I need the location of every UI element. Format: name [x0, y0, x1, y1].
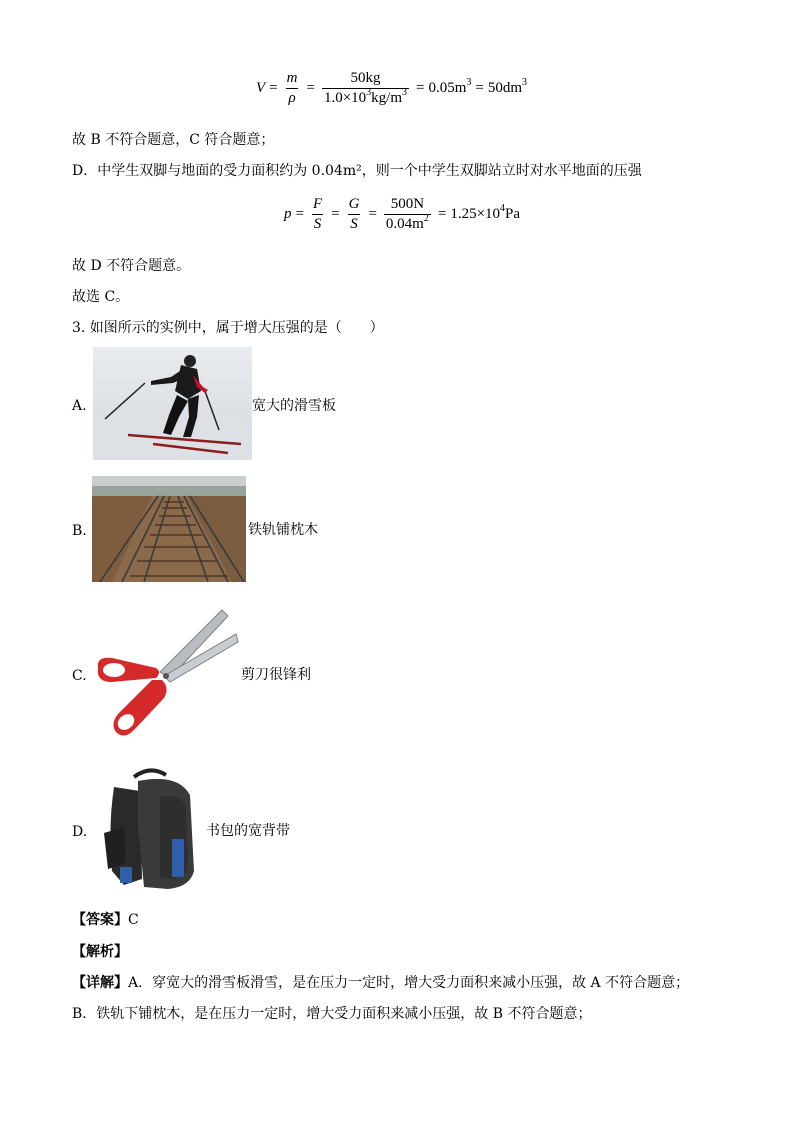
option-b-text-visible: 铁轨铺枕木 — [248, 522, 318, 538]
railway-image — [92, 476, 246, 582]
detail-a-line — [72, 973, 689, 993]
result-pa: $1.25\times 10^4Pa$ — [450, 203, 521, 222]
text-choose-c: 故选 C。 — [72, 289, 130, 305]
scissors-image — [90, 606, 240, 746]
option-a-label: A. — [72, 398, 87, 414]
option-a-text: 宽大的滑雪板 — [252, 398, 336, 414]
analysis-tag: 【解析】 — [72, 944, 128, 960]
answer-line — [72, 910, 139, 930]
result-m3: $0.05m^3$ — [428, 77, 472, 96]
option-d-text: 书包的宽背带 — [206, 823, 290, 839]
detail-a-text: A．穿宽大的滑雪板滑雪，是在压力一定时，增大受力面积来减小压强，故 A 不符合题意； — [128, 975, 690, 991]
skier-image — [93, 347, 252, 460]
answer-tag: 【答案】 — [72, 912, 128, 928]
option-c-label: C. — [72, 668, 87, 684]
detail-tag: 【详解】 — [72, 975, 128, 991]
question-3: 3. 如图所示的实例中，属于增大压强的是（ ） — [72, 320, 384, 336]
text-d-statement: D．中学生双脚与地面的受力面积约为 0.04m²，则一个中学生双脚站立时对水平地面的压强 — [72, 163, 642, 179]
fraction-values: $\frac{50kg}{1.0\times 10^3kg/m^3}$ — [323, 70, 408, 106]
formula-density-volume: V = $\frac{m}{\rho}$ = $\frac{50kg}{1.0\times 10^3kg/m^3}$ = $0.05m^3$ = $50dm^3$ — [256, 70, 528, 106]
backpack-image — [94, 767, 206, 893]
option-d-label: D. — [72, 824, 88, 840]
text-bc-conclusion: 故 B 不符合题意，C 符合题意； — [72, 132, 275, 148]
option-b-label: B. — [72, 523, 87, 539]
var-v: V — [256, 80, 266, 96]
fraction-m-rho: $\frac{m}{\rho}$ — [286, 70, 298, 106]
option-c-text: 剪刀很锋利 — [241, 667, 311, 683]
answer-value: C — [128, 912, 139, 928]
detail-b-line: B．铁轨下铺枕木，是在压力一定时，增大受力面积来减小压强，故 B 不符合题意； — [72, 1006, 592, 1022]
analysis-line — [72, 942, 128, 962]
formula-pressure: p = $\frac{F}{S}$ = $\frac{G}{S}$ = $\frac{500N}{0.04m^2}$ = $1.25\times 10^4Pa$ — [284, 196, 521, 232]
text-d-conclusion: 故 D 不符合题意。 — [72, 258, 191, 274]
result-dm3: $50dm^3$ — [487, 77, 528, 96]
